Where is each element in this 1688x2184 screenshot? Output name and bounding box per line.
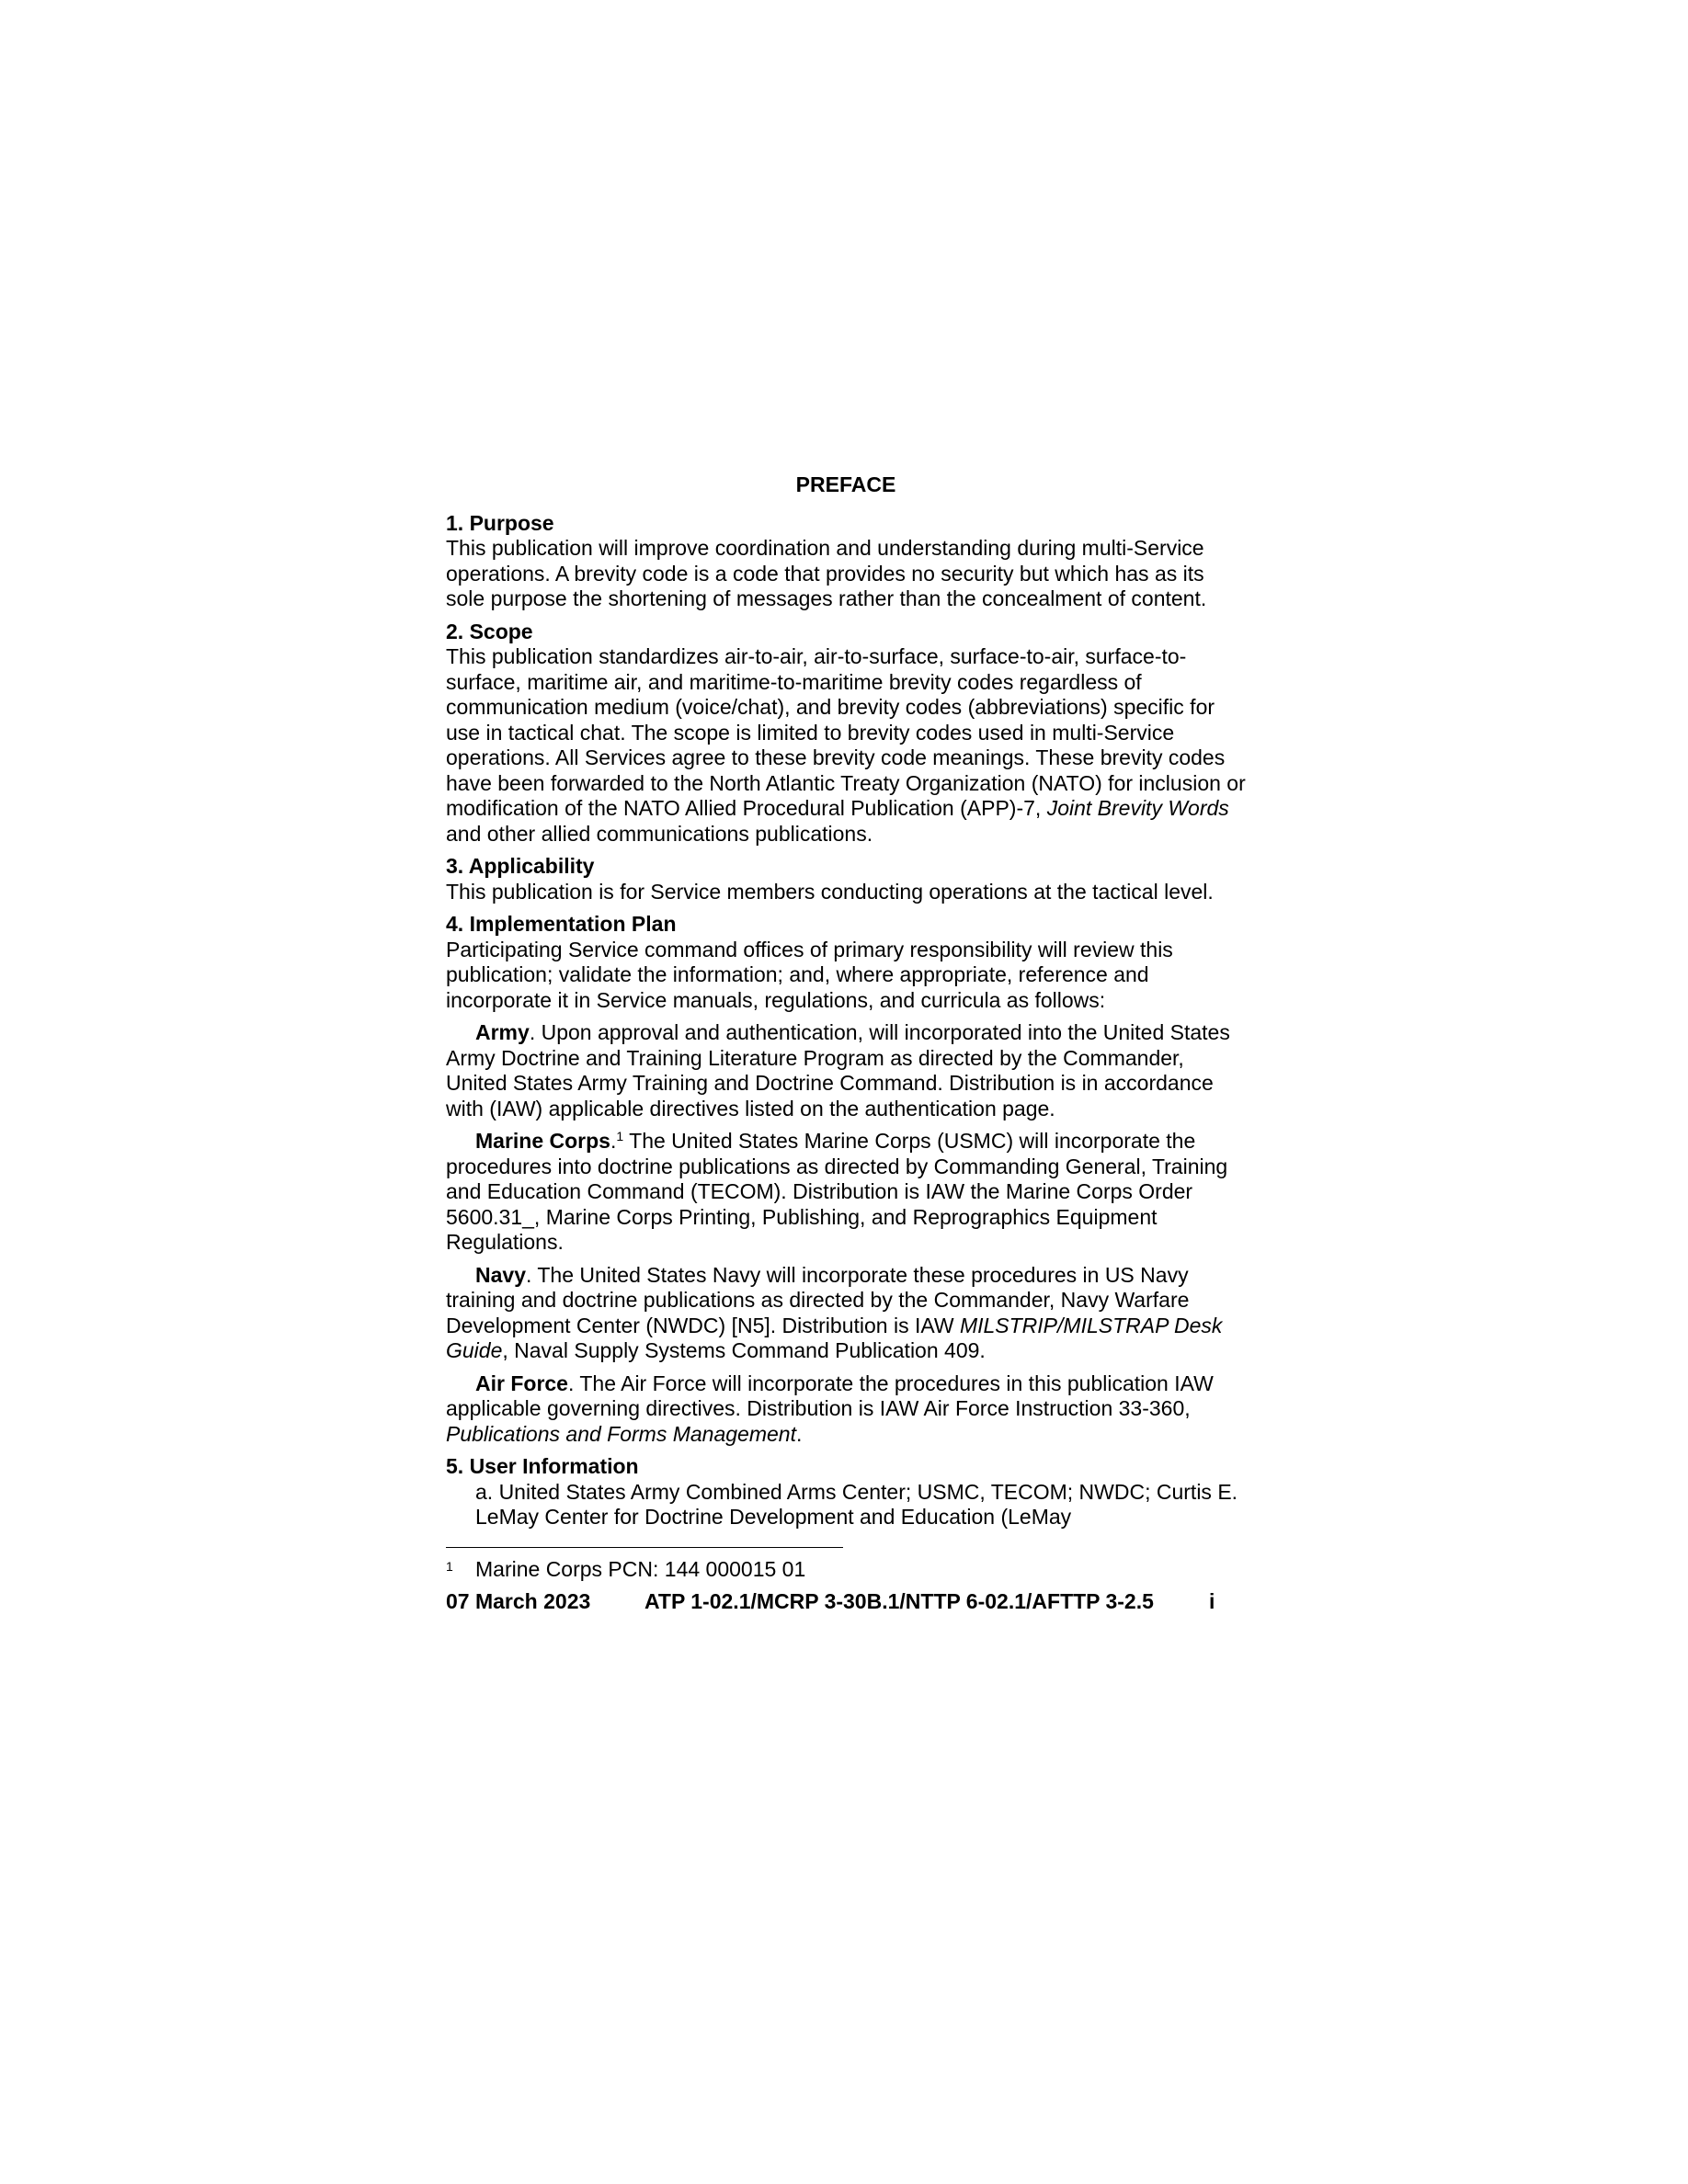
scope-tail: and other allied communications publications.: [446, 821, 873, 846]
document-page: [446, 472, 1246, 1615]
scope-text: This publication standardizes air-to-air, air-to-surface, surface-to-air, surface-to-surface, maritime air, and maritime-to-maritime brevity codes regardless of communication medium (voice/chat), and brevity codes (abbreviations) specific for use in tactical chat. The scope is limited to brevity codes used in multi-Service operations. All Services agree to these brevity code meanings. These brevity codes have been forwarded to the North Atlantic Treaty Organization (NATO) for inclusion or modification of the NATO Allied Procedural Publication (APP)-7,: [446, 644, 1246, 820]
applicability-heading: 3. Applicability: [446, 854, 595, 878]
footer-page-number: i: [1209, 1589, 1215, 1613]
navy-tail: , Naval Supply Systems Command Publication 409.: [502, 1338, 986, 1362]
army-lead: Army: [475, 1020, 530, 1044]
user-info-heading: 5. User Information: [446, 1454, 639, 1478]
air-force-text: . The Air Force will incorporate the procedures in this publication IAW applicable governing directives. Distribution is IAW Air Force Instruction 33-360,: [446, 1371, 1214, 1420]
purpose-body: This publication will improve coordination and understanding during multi-Service operations. A brevity code is a code that provides no security but which has as its sole purpose the shortening of messages rather than the concealment of content.: [446, 536, 1207, 610]
implementation-heading: 4. Implementation Plan: [446, 912, 677, 936]
air-force-italic-title: Publications and Forms Management: [446, 1421, 796, 1446]
user-info-item-a: a. United States Army Combined Arms Center; USMC, TECOM; NWDC; Curtis E. LeMay Center for Doctrine Development and Education (LeMay: [475, 1479, 1238, 1529]
navy-paragraph: [446, 1263, 1246, 1364]
implementation-body: Participating Service command offices of primary responsibility will review this publication; validate the information; and, where appropriate, reference and incorporate it in Service manuals, regulations, and curricula as follows:: [446, 937, 1173, 1012]
air-force-paragraph: [446, 1371, 1246, 1448]
marine-corps-paragraph: [446, 1129, 1246, 1256]
purpose-heading: 1. Purpose: [446, 510, 554, 535]
marine-corps-lead: Marine Corps: [475, 1129, 610, 1153]
scope-heading: 2. Scope: [446, 619, 533, 643]
army-paragraph: [446, 1020, 1246, 1121]
footer-date: 07 March 2023: [446, 1589, 591, 1613]
navy-italic-title: MILSTRIP/MILSTRAP Desk Guide: [446, 1313, 1223, 1362]
scope-body: [446, 644, 1246, 847]
footnote-divider: [446, 1547, 843, 1548]
applicability-body: This publication is for Service members conducting operations at the tactical level.: [446, 879, 1214, 904]
navy-text: . The United States Navy will incorporate these procedures in US Navy training and doctrine publications as directed by the Commander, Navy Warfare Development Center (NWDC) [N5]. Distribution is IAW: [446, 1262, 1190, 1337]
air-force-tail: .: [795, 1421, 803, 1446]
page-title: PREFACE: [795, 472, 896, 496]
footer-publication: ATP 1-02.1/MCRP 3-30B.1/NTTP 6-02.1/AFTTP 3-2.5: [644, 1589, 1154, 1613]
page-footer: [446, 1589, 1246, 1615]
footnote-text: Marine Corps PCN: 144 000015 01: [475, 1556, 806, 1581]
footnote: [446, 1557, 1246, 1583]
army-text: . Upon approval and authentication, will incorporated into the United States Army Doctrine and Training Literature Program as directed by the Commander, United States Army Training and Doctrine Command. Distribution is in accordance with (IAW) applicable directives listed on the authentication page.: [446, 1020, 1230, 1120]
navy-lead: Navy: [475, 1262, 526, 1287]
marine-corps-text: The United States Marine Corps (USMC) will incorporate the procedures into doctrine publications as directed by Commanding General, Training and Education Command (TECOM). Distribution is IAW the Marine Corps Order 5600.31_, Marine Corps Printing, Publishing, and Reprographics Equipment Regulations.: [446, 1129, 1228, 1254]
footnote-reference[interactable]: 1: [616, 1129, 624, 1143]
marine-corps-dot: .: [610, 1129, 617, 1153]
scope-italic-title: Joint Brevity Words: [1046, 796, 1229, 820]
air-force-lead: Air Force: [475, 1371, 568, 1395]
footnote-number: 1: [446, 1558, 453, 1574]
